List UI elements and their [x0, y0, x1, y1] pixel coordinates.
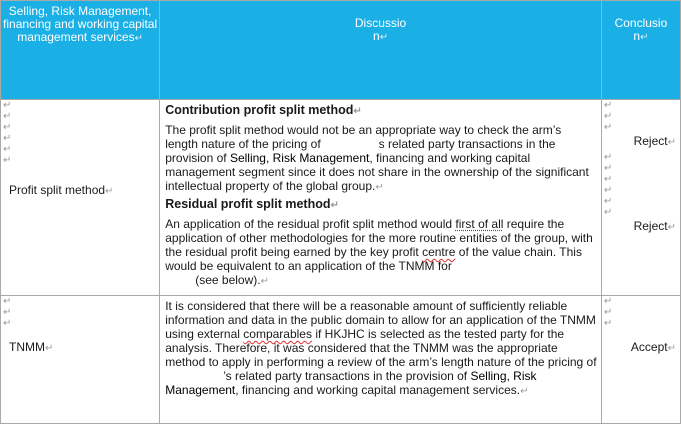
header-conclusion-label-2: n: [633, 29, 641, 43]
table-row: [1, 296, 681, 424]
table-row: [1, 100, 681, 296]
row-label-profit-split: Profit split method: [9, 183, 106, 197]
section-heading: Contribution profit split method↵: [165, 103, 362, 117]
row-label-tnmm: TNMM: [9, 340, 45, 354]
conclusion-cell: ↵ ↵ ↵ Accept↵: [601, 296, 680, 424]
header-discussion: Discussio n↵: [160, 1, 602, 100]
section-text: The profit split method would not be an appropriate way to check the arm’s length nature of the pricing of s related party transactions in the provision of Selling, Risk Management, financing and working capital management segment since it does not share in the ownership of the significant intellectual property of the global group.↵: [165, 123, 589, 193]
conclusion-cell: ↵ ↵ ↵ Reject↵ ↵ ↵ ↵ ↵ ↵ ↵ Reject↵: [601, 100, 680, 296]
conclusion-accept-tnmm: Accept: [630, 340, 668, 354]
header-row: [1, 1, 681, 100]
discussion-cell: [160, 296, 602, 424]
header-conclusion: Conclusio n↵: [601, 1, 680, 100]
header-discussion-label-2: n: [373, 29, 380, 43]
header-conclusion-label-1: Conclusio: [614, 16, 668, 30]
discussion-cell: [160, 100, 602, 296]
header-discussion-label-1: Discussio: [354, 16, 407, 30]
section-text: An application of the residual profit split method would first of all require the application of other methodologies for the more routine entities of the group, with the residual profit being earned by the key profit centre of the value chain. This would be equivalent to an application of the TNMM for (see below).↵: [165, 217, 593, 287]
row-label-cell: ↵ ↵ ↵ ↵ ↵ ↵ Profit split method↵: [1, 100, 160, 296]
section-text: It is considered that there will be a reasonable amount of sufficiently reliable information and data in the public domain to allow for an application of the TNMM using external comparables if HKJHC is selected as the tested party for the analysis. Therefore, it was considered that the TNMM was the appropriate method to apply in performing a review of the arm’s length nature of the pricing of’s related party transactions in the provision of Selling, Risk Management, financing and working capital management services.↵: [165, 299, 597, 397]
row-label-cell: ↵ ↵ ↵ TNMM↵: [1, 296, 160, 424]
conclusion-reject-contribution: Reject: [633, 134, 668, 148]
conclusion-reject-residual: Reject: [633, 219, 668, 233]
section-heading: Residual profit split method↵: [165, 197, 339, 211]
header-services-label: Selling, Risk Management, financing and working capital management services: [3, 4, 158, 44]
header-services: Selling, Risk Management, financing and working capital management services↵: [1, 1, 160, 100]
